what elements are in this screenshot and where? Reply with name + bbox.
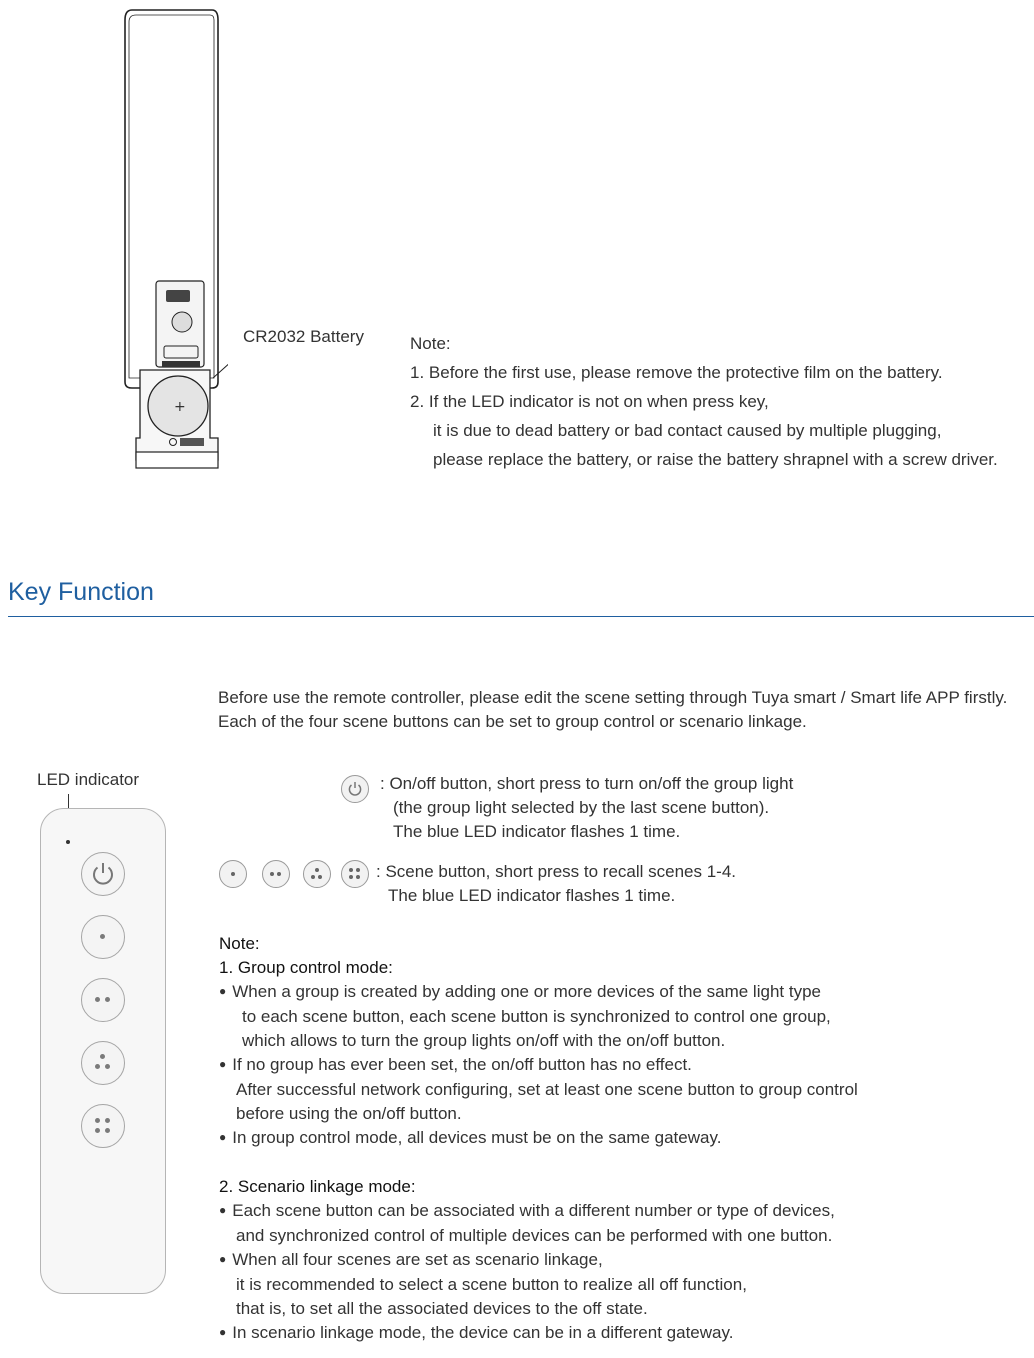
intro-line-2: Each of the four scene buttons can be set to group control or scenario linkage. <box>218 712 807 731</box>
scene-button-4[interactable] <box>81 1104 125 1148</box>
scene-description <box>376 860 736 908</box>
scene-desc-line-2: The blue LED indicator flashes 1 time. <box>388 886 676 905</box>
scenario-line-2: and synchronized control of multiple devices can be performed with one button. <box>236 1226 833 1245</box>
svg-text:+: + <box>174 399 186 415</box>
intro-line-1: Before use the remote controller, please edit the scene setting through Tuya smart / Smart life APP firstly. <box>218 688 1008 707</box>
legend-scene-3 <box>303 860 331 888</box>
scenario-line-1: ● Each scene button can be associated with a different number or type of devices, <box>219 1199 858 1224</box>
section-divider <box>8 616 1034 617</box>
group-line-7: ● In group control mode, all devices must be on the same gateway. <box>219 1126 858 1151</box>
scenario-mode-title: 2. Scenario linkage mode: <box>219 1177 416 1196</box>
remote-back-illustration <box>118 6 228 472</box>
scene-button-2[interactable] <box>81 978 125 1022</box>
scenario-line-5: that is, to set all the associated devices to the off state. <box>236 1299 648 1318</box>
led-indicator-label: LED indicator <box>37 770 140 789</box>
top-note-title: Note: <box>410 334 451 353</box>
section-title: Key Function <box>8 578 154 606</box>
power-icon <box>81 852 125 896</box>
scene-button-3[interactable] <box>81 1041 125 1085</box>
top-note-line-1: 1. Before the first use, please remove the protective film on the battery. <box>410 363 943 382</box>
top-note <box>410 330 998 474</box>
scene-button-1[interactable] <box>81 915 125 959</box>
scenario-line-4: it is recommended to select a scene button to realize all off function, <box>236 1275 747 1294</box>
group-line-1: ● When a group is created by adding one or more devices of the same light type <box>219 980 858 1005</box>
scenario-line-6: ● In scenario linkage mode, the device can be in a different gateway. <box>219 1321 858 1346</box>
power-button[interactable] <box>81 852 125 896</box>
legend-scene-2 <box>262 860 290 888</box>
note-block <box>219 932 858 1346</box>
top-note-line-3: it is due to dead battery or bad contact caused by multiple plugging, <box>433 421 942 440</box>
onoff-desc-line-1: : On/off button, short press to turn on/off the group light <box>380 774 794 793</box>
legend-scene-4 <box>341 860 369 888</box>
onoff-desc-line-3: The blue LED indicator flashes 1 time. <box>393 822 681 841</box>
group-line-4: ● If no group has ever been set, the on/off button has no effect. <box>219 1053 858 1078</box>
group-line-5: After successful network configuring, set at least one scene button to group control <box>236 1080 858 1099</box>
power-icon <box>341 775 369 803</box>
group-line-3: which allows to turn the group lights on/off with the on/off button. <box>242 1031 726 1050</box>
scene-desc-line-1: : Scene button, short press to recall scenes 1-4. <box>376 862 737 881</box>
scenario-line-3: ● When all four scenes are set as scenario linkage, <box>219 1248 858 1273</box>
top-note-line-2: 2. If the LED indicator is not on when press key, <box>410 392 769 411</box>
led-indicator <box>66 840 70 844</box>
top-note-line-4: please replace the battery, or raise the battery shrapnel with a screw driver. <box>433 450 998 469</box>
legend-power-button <box>341 775 369 803</box>
battery-label: CR2032 Battery <box>243 327 364 346</box>
group-line-6: before using the on/off button. <box>236 1104 462 1123</box>
note-title: Note: <box>219 934 260 953</box>
group-mode-title: 1. Group control mode: <box>219 958 393 977</box>
legend-scene-1 <box>219 860 247 888</box>
intro <box>218 686 1007 734</box>
onoff-desc-line-2: (the group light selected by the last scene button). <box>393 798 770 817</box>
group-line-2: to each scene button, each scene button is synchronized to control one group, <box>242 1007 831 1026</box>
onoff-description <box>380 772 793 844</box>
